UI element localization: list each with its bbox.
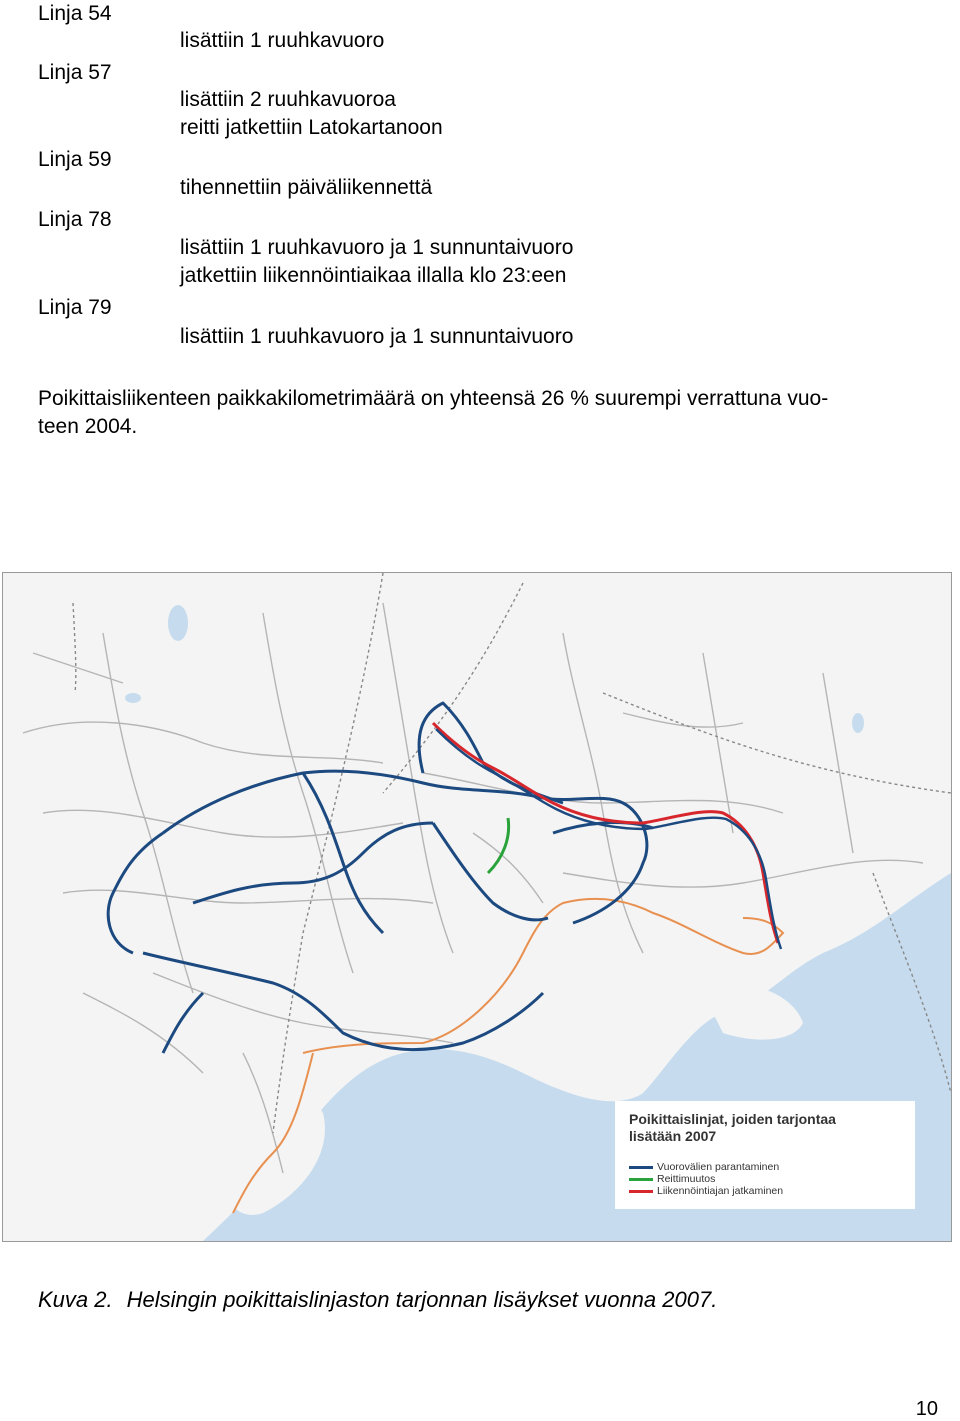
legend-title-line-1: Poikittaislinjat, joiden tarjontaa — [629, 1111, 836, 1127]
figure-caption — [38, 1287, 717, 1313]
lake — [168, 605, 188, 641]
line-change: jatkettiin liikennöintiaikaa illalla klo 23:een — [180, 264, 567, 287]
line-change: tihennettiin päiväliikennettä — [180, 176, 433, 199]
line-change: reitti jatkettiin Latokartanoon — [180, 116, 443, 139]
summary-paragraph — [38, 385, 938, 441]
summary-line-1: Poikittaisliikenteen paikkakilometrimäärä on yhteensä 26 % suurempi verrattuna vuo- — [38, 387, 829, 410]
map-legend — [615, 1101, 915, 1209]
line-change: lisättiin 2 ruuhkavuoroa — [180, 88, 396, 111]
caption-text: Helsingin poikittaislinjaston tarjonnan lisäykset vuonna 2007. — [126, 1287, 718, 1312]
legend-swatch-green — [629, 1178, 653, 1181]
legend-label: Liikennöintiajan jatkaminen — [657, 1185, 784, 1197]
lake — [852, 713, 864, 733]
line-name: Linja 78 — [38, 208, 112, 231]
line-name: Linja 54 — [38, 2, 112, 25]
legend-label: Reittimuutos — [657, 1173, 716, 1185]
legend-item-route-change — [629, 1173, 715, 1185]
route-map — [2, 572, 952, 1242]
lake — [125, 693, 141, 703]
line-name: Linja 59 — [38, 148, 112, 171]
line-change: lisättiin 1 ruuhkavuoro — [180, 29, 385, 52]
caption-number: Kuva 2. — [38, 1287, 113, 1312]
legend-title — [629, 1111, 836, 1145]
land-east-islands — [703, 985, 803, 1040]
legend-swatch-blue — [629, 1166, 653, 1169]
line-change: lisättiin 1 ruuhkavuoro ja 1 sunnuntaivuoro — [180, 236, 574, 259]
line-change: lisättiin 1 ruuhkavuoro ja 1 sunnuntaivuoro — [180, 325, 574, 348]
legend-item-frequency — [629, 1161, 779, 1173]
line-name: Linja 57 — [38, 61, 112, 84]
legend-item-hours-extension — [629, 1185, 783, 1197]
summary-line-2: teen 2004. — [38, 415, 138, 438]
legend-title-line-2: lisätään 2007 — [629, 1128, 717, 1144]
page-number: 10 — [915, 1398, 938, 1420]
legend-swatch-red — [629, 1190, 653, 1193]
line-name: Linja 79 — [38, 296, 112, 319]
legend-label: Vuorovälien parantaminen — [657, 1161, 780, 1173]
